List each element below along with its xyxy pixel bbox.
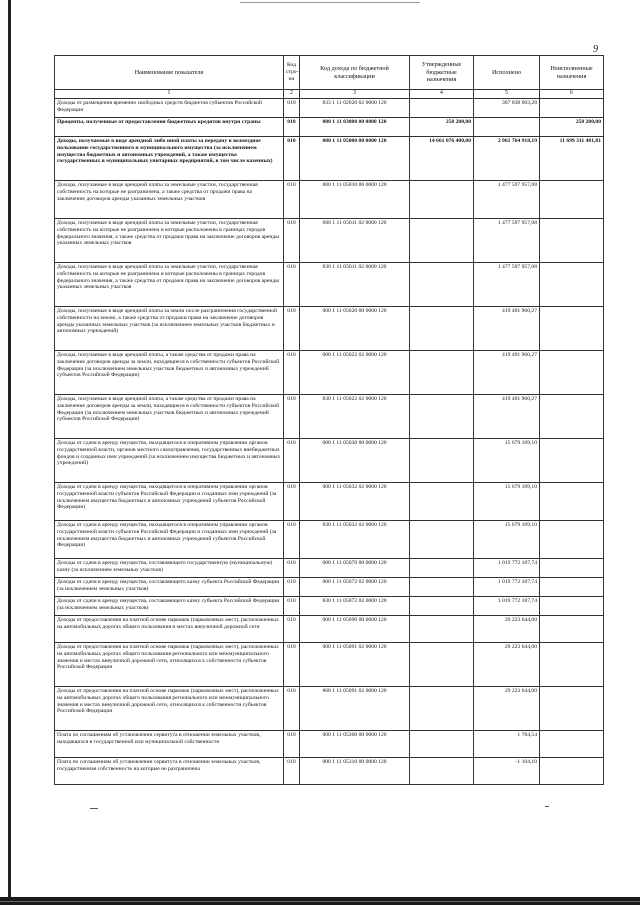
row-approved bbox=[410, 181, 474, 219]
column-number-row bbox=[55, 90, 604, 99]
row-approved bbox=[410, 351, 474, 395]
page-number: 9 bbox=[593, 44, 598, 55]
row-unexecuted bbox=[540, 181, 604, 219]
header-unexecuted: Неисполненные назначения bbox=[540, 56, 604, 90]
row-approved bbox=[410, 99, 474, 118]
row-class-code: 830 1 11 05032 02 0000 120 bbox=[300, 521, 410, 559]
header-class: Код дохода по бюджетной классификации bbox=[300, 56, 410, 90]
table-row bbox=[55, 731, 604, 758]
row-name: Доходы от сдачи в аренду имущества, находящегося в оперативном управлении органов государственной власти субъектов Российской Федерации и созданных ими учреждений (за исключением имущества бюджетных и автономных учреждений субъектов Российской Федерации) bbox=[55, 483, 284, 521]
row-executed: 1 477 597 957,08 bbox=[474, 263, 540, 307]
row-name: Доходы от предоставления на платной основе парковок (парковочных мест), расположенных на автомобильных дорогах общего пользования и местах внеуличной дорожной сети bbox=[55, 616, 284, 643]
row-approved bbox=[410, 395, 474, 439]
row-class-code: 000 1 11 05022 02 0000 120 bbox=[300, 351, 410, 395]
row-code: 010 bbox=[284, 643, 300, 687]
scan-bottom-line bbox=[0, 901, 640, 902]
row-executed: 2 961 764 918,19 bbox=[474, 137, 540, 181]
row-unexecuted bbox=[540, 643, 604, 687]
row-class-code: 833 1 11 02020 02 0000 120 bbox=[300, 99, 410, 118]
row-unexecuted bbox=[540, 439, 604, 483]
row-approved bbox=[410, 643, 474, 687]
row-executed: 1 019 772 187,74 bbox=[474, 597, 540, 616]
row-executed: 1 477 597 957,08 bbox=[474, 181, 540, 219]
row-class-code: 000 1 11 05070 00 0000 120 bbox=[300, 559, 410, 578]
row-executed: 419 491 960,27 bbox=[474, 395, 540, 439]
row-name: Доходы от сдачи в аренду имущества, находящегося в оперативном управлении органов государственной власти субъектов Российской Федерации и созданных ими учреждений (за исключением имущества бюджетных и автономных учреждений субъектов Российской Федерации) bbox=[55, 521, 284, 559]
row-class-code: 000 1 11 05310 00 0000 120 bbox=[300, 758, 410, 785]
row-executed: 15 679 169,10 bbox=[474, 483, 540, 521]
row-code: 010 bbox=[284, 99, 300, 118]
header-code: Код стро-ки bbox=[284, 56, 300, 90]
table-row bbox=[55, 643, 604, 687]
row-class-code: 000 1 11 05072 02 0000 120 bbox=[300, 578, 410, 597]
row-code: 010 bbox=[284, 559, 300, 578]
row-executed bbox=[474, 118, 540, 137]
row-approved bbox=[410, 597, 474, 616]
row-executed: 15 679 169,10 bbox=[474, 439, 540, 483]
row-unexecuted bbox=[540, 307, 604, 351]
row-name: Доходы от сдачи в аренду имущества, составляющего казну субъекта Российской Федерации (за исключением земельных участков) bbox=[55, 597, 284, 616]
table-row bbox=[55, 439, 604, 483]
column-number: 2 bbox=[284, 90, 300, 99]
row-unexecuted: 11 699 311 481,81 bbox=[540, 137, 604, 181]
row-name: Плата по соглашениям об установлении сервитута в отношении земельных участков, находящихся в государственной или муниципальной собственности bbox=[55, 731, 284, 758]
table-row bbox=[55, 395, 604, 439]
row-approved bbox=[410, 521, 474, 559]
row-class-code: 868 1 11 05091 02 0000 120 bbox=[300, 687, 410, 731]
table-row bbox=[55, 758, 604, 785]
row-class-code: 000 1 11 05300 00 0000 120 bbox=[300, 731, 410, 758]
income-report-table bbox=[54, 55, 604, 785]
row-unexecuted bbox=[540, 521, 604, 559]
row-unexecuted: 258 200,00 bbox=[540, 118, 604, 137]
row-name: Проценты, полученные от предоставления бюджетных кредитов внутри страны bbox=[55, 118, 284, 137]
row-code: 010 bbox=[284, 731, 300, 758]
row-unexecuted bbox=[540, 219, 604, 263]
row-code: 010 bbox=[284, 758, 300, 785]
table-row bbox=[55, 118, 604, 137]
row-class-code: 000 1 11 05000 00 0000 120 bbox=[300, 137, 410, 181]
column-number: 6 bbox=[540, 90, 604, 99]
row-name: Доходы от размещения временно свободных средств бюджетов субъектов Российской Федерации bbox=[55, 99, 284, 118]
row-approved: 258 200,00 bbox=[410, 118, 474, 137]
row-executed: 387 838 003,28 bbox=[474, 99, 540, 118]
table-row bbox=[55, 307, 604, 351]
row-class-code: 000 1 11 05032 02 0000 120 bbox=[300, 483, 410, 521]
row-approved bbox=[410, 559, 474, 578]
row-approved bbox=[410, 758, 474, 785]
table-row bbox=[55, 263, 604, 307]
row-code: 010 bbox=[284, 578, 300, 597]
row-class-code: 000 1 11 05030 00 0000 120 bbox=[300, 439, 410, 483]
column-number: 4 bbox=[410, 90, 474, 99]
row-code: 010 bbox=[284, 687, 300, 731]
header-approved: Утвержденные бюджетные назначения bbox=[410, 56, 474, 90]
row-executed: 29 223 644,00 bbox=[474, 687, 540, 731]
row-approved bbox=[410, 731, 474, 758]
row-class-code: 000 1 11 03000 00 0000 120 bbox=[300, 118, 410, 137]
row-code: 010 bbox=[284, 395, 300, 439]
row-code: 010 bbox=[284, 483, 300, 521]
row-approved bbox=[410, 439, 474, 483]
row-name: Доходы от предоставления на платной основе парковок (парковочных мест), расположенных на автомобильных дорогах общего пользования регионального или межмуниципального значения и местах внеуличной дорожной сети, относящихся к собственности субъектов Российской Федерации bbox=[55, 687, 284, 731]
row-code: 010 bbox=[284, 181, 300, 219]
row-executed: 15 679 169,10 bbox=[474, 521, 540, 559]
table-row bbox=[55, 559, 604, 578]
header-executed: Исполнено bbox=[474, 56, 540, 90]
column-number: 3 bbox=[300, 90, 410, 99]
table-row bbox=[55, 616, 604, 643]
row-executed: 29 223 644,00 bbox=[474, 643, 540, 687]
row-approved bbox=[410, 578, 474, 597]
row-unexecuted bbox=[540, 351, 604, 395]
row-name: Доходы от сдачи в аренду имущества, составляющего государственную (муниципальную) казну (за исключением земельных участков) bbox=[55, 559, 284, 578]
row-name: Доходы от предоставления на платной основе парковок (парковочных мест), расположенных на автомобильных дорогах общего пользования регионального или межмуниципального значения и местах внеуличной дорожной сети, относящихся к собственности субъектов Российской Федерации bbox=[55, 643, 284, 687]
row-unexecuted bbox=[540, 578, 604, 597]
row-unexecuted bbox=[540, 687, 604, 731]
row-class-code: 000 1 11 05010 00 0000 120 bbox=[300, 181, 410, 219]
row-code: 010 bbox=[284, 118, 300, 137]
table-row bbox=[55, 351, 604, 395]
row-approved bbox=[410, 219, 474, 263]
row-approved: 14 661 076 400,00 bbox=[410, 137, 474, 181]
scan-mark bbox=[90, 808, 98, 809]
row-executed: 419 491 960,27 bbox=[474, 351, 540, 395]
scan-edge bbox=[8, 0, 11, 905]
row-approved bbox=[410, 483, 474, 521]
table-row bbox=[55, 483, 604, 521]
row-approved bbox=[410, 263, 474, 307]
row-class-code: 000 1 11 05090 00 0000 120 bbox=[300, 616, 410, 643]
table-row bbox=[55, 99, 604, 118]
column-number: 5 bbox=[474, 90, 540, 99]
table-row bbox=[55, 521, 604, 559]
row-code: 010 bbox=[284, 597, 300, 616]
row-executed: 1 019 772 187,74 bbox=[474, 578, 540, 597]
header-name: Наименование показателя bbox=[55, 56, 284, 90]
row-name: Плата по соглашениям об установлении сервитута в отношении земельных участков, государственная собственность на которые не разграничена bbox=[55, 758, 284, 785]
row-code: 010 bbox=[284, 137, 300, 181]
row-executed: 1 477 597 957,08 bbox=[474, 219, 540, 263]
table-row bbox=[55, 137, 604, 181]
row-approved bbox=[410, 687, 474, 731]
row-class-code: 830 1 11 05022 02 0000 120 bbox=[300, 395, 410, 439]
table-row bbox=[55, 687, 604, 731]
top-rule bbox=[240, 2, 420, 3]
row-name: Доходы, получаемые в виде арендной платы, а также средства от продажи права на заключение договоров аренды за земли, находящиеся в собственности субъектов Российской Федерации (за исключением земельных участков бюджетных и автономных учреждений субъектов Российской Федерации) bbox=[55, 395, 284, 439]
table-row bbox=[55, 578, 604, 597]
row-name: Доходы, получаемые в виде арендной либо иной платы за передачу в возмездное пользование государственного и муниципального имущества (за исключением имущества бюджетных и автономных учреждений, а также имущества государственных и муниципальных унитарных предприятий, в том числе казенных) bbox=[55, 137, 284, 181]
row-code: 010 bbox=[284, 439, 300, 483]
row-class-code: 830 1 11 05011 02 0000 120 bbox=[300, 263, 410, 307]
row-class-code: 000 1 11 05091 02 0000 120 bbox=[300, 643, 410, 687]
row-unexecuted bbox=[540, 597, 604, 616]
table-row bbox=[55, 181, 604, 219]
row-code: 010 bbox=[284, 521, 300, 559]
row-name: Доходы от сдачи в аренду имущества, находящегося в оперативном управлении органов государственной власти, органов местного самоуправления, государственных внебюджетных фондов и созданных ими учреждений (за исключением имущества бюджетных и автономных учреждений) bbox=[55, 439, 284, 483]
row-code: 010 bbox=[284, 307, 300, 351]
row-unexecuted bbox=[540, 395, 604, 439]
row-name: Доходы, получаемые в виде арендной платы за земельные участки, государственная собственность на которые не разграничена, а также средства от продажи права на заключение договоров аренды указанных земельных участков bbox=[55, 181, 284, 219]
row-name: Доходы, получаемые в виде арендной платы, а также средства от продажи права на заключение договоров аренды за земли, находящиеся в собственности субъектов Российской Федерации (за исключением земельных участков бюджетных и автономных учреждений субъектов Российской Федерации) bbox=[55, 351, 284, 395]
row-unexecuted bbox=[540, 758, 604, 785]
row-executed: 419 491 960,27 bbox=[474, 307, 540, 351]
row-executed: 1 019 772 187,74 bbox=[474, 559, 540, 578]
row-class-code: 000 1 11 05020 00 0000 120 bbox=[300, 307, 410, 351]
row-executed: 29 223 644,00 bbox=[474, 616, 540, 643]
row-name: Доходы, получаемые в виде арендной платы за земли после разграничения государственной собственности на землю, а также средства от продажи права на заключение договоров аренды указанных земельных участков (за исключением земельных участков бюджетных и автономных учреждений) bbox=[55, 307, 284, 351]
row-executed: -1 104,10 bbox=[474, 758, 540, 785]
row-unexecuted bbox=[540, 483, 604, 521]
header-row bbox=[55, 56, 604, 90]
row-name: Доходы, получаемые в виде арендной платы за земельные участки, государственная собственность на которые не разграничена и которые расположены в границах городов федерального значения, а также средства от продажи права на заключение договоров аренды указанных земельных участков bbox=[55, 219, 284, 263]
row-executed: 1 784,54 bbox=[474, 731, 540, 758]
column-number: 1 bbox=[55, 90, 284, 99]
row-code: 010 bbox=[284, 263, 300, 307]
row-unexecuted bbox=[540, 731, 604, 758]
row-name: Доходы, получаемые в виде арендной платы за земельные участки, государственная собственность на которые не разграничена и которые расположены в границах городов федерального значения, а также средства от продажи права на заключение договоров аренды указанных земельных участков bbox=[55, 263, 284, 307]
row-approved bbox=[410, 307, 474, 351]
row-unexecuted bbox=[540, 99, 604, 118]
row-class-code: 000 1 11 05011 02 0000 120 bbox=[300, 219, 410, 263]
scan-mark bbox=[545, 806, 549, 807]
table-body bbox=[55, 99, 604, 785]
row-unexecuted bbox=[540, 559, 604, 578]
table-row bbox=[55, 597, 604, 616]
row-name: Доходы от сдачи в аренду имущества, составляющего казну субъекта Российской Федерации (за исключением земельных участков) bbox=[55, 578, 284, 597]
row-code: 010 bbox=[284, 616, 300, 643]
row-unexecuted bbox=[540, 263, 604, 307]
row-approved bbox=[410, 616, 474, 643]
row-code: 010 bbox=[284, 351, 300, 395]
row-class-code: 830 1 11 05072 02 0000 120 bbox=[300, 597, 410, 616]
table-row bbox=[55, 219, 604, 263]
row-code: 010 bbox=[284, 219, 300, 263]
row-unexecuted bbox=[540, 616, 604, 643]
